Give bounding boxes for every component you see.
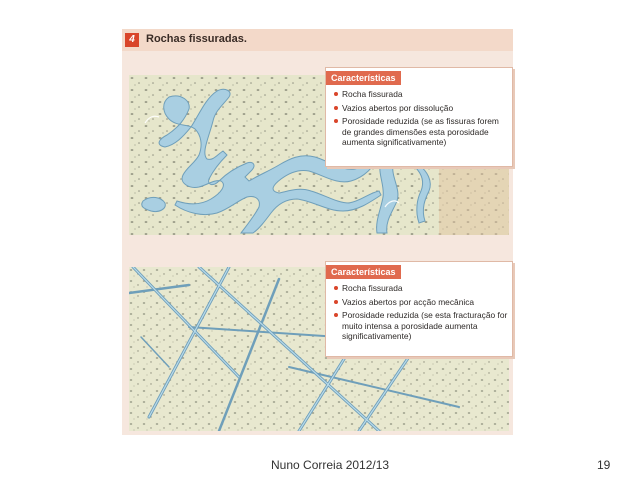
bullet-icon — [334, 313, 338, 317]
bullet-icon — [334, 286, 338, 290]
panel-mechanical — [129, 267, 509, 431]
list-item-text: Vazios abertos por dissolução — [342, 102, 454, 113]
list-item — [334, 297, 508, 308]
bullet-icon — [334, 119, 338, 123]
info-list — [326, 89, 512, 148]
list-item-text: Vazios abertos por acção mecânica — [342, 296, 475, 307]
info-box-dissolution — [325, 67, 513, 167]
list-item-text: Porosidade reduzida (se esta fracturação for muito intensa a porosidade aumenta significativamente) — [342, 310, 508, 341]
panel-dissolution — [129, 75, 509, 235]
figure-number-badge: 4 — [125, 33, 139, 47]
list-item-text: Rocha fissurada — [342, 89, 403, 99]
page-number: 19 — [597, 458, 611, 472]
bullet-icon — [334, 92, 338, 96]
list-item — [334, 116, 508, 148]
info-box-title: Características — [326, 71, 401, 85]
info-box-mechanical — [325, 261, 513, 357]
list-item — [334, 283, 508, 294]
list-item — [334, 310, 508, 342]
footer-author: Nuno Correia 2012/13 — [271, 458, 390, 472]
textbook-figure — [122, 29, 513, 435]
list-item-text: Porosidade reduzida (se as fissuras forem de grandes dimensões esta porosidade aumenta significativamente) — [342, 116, 499, 147]
figure-heading: Rochas fissuradas. — [146, 33, 247, 45]
info-list — [326, 283, 512, 342]
bullet-icon — [334, 300, 338, 304]
info-box-title: Características — [326, 265, 401, 279]
figure-header — [122, 29, 513, 51]
bullet-icon — [334, 106, 338, 110]
list-item-text: Rocha fissurada — [342, 283, 403, 293]
list-item — [334, 103, 508, 114]
list-item — [334, 89, 508, 100]
